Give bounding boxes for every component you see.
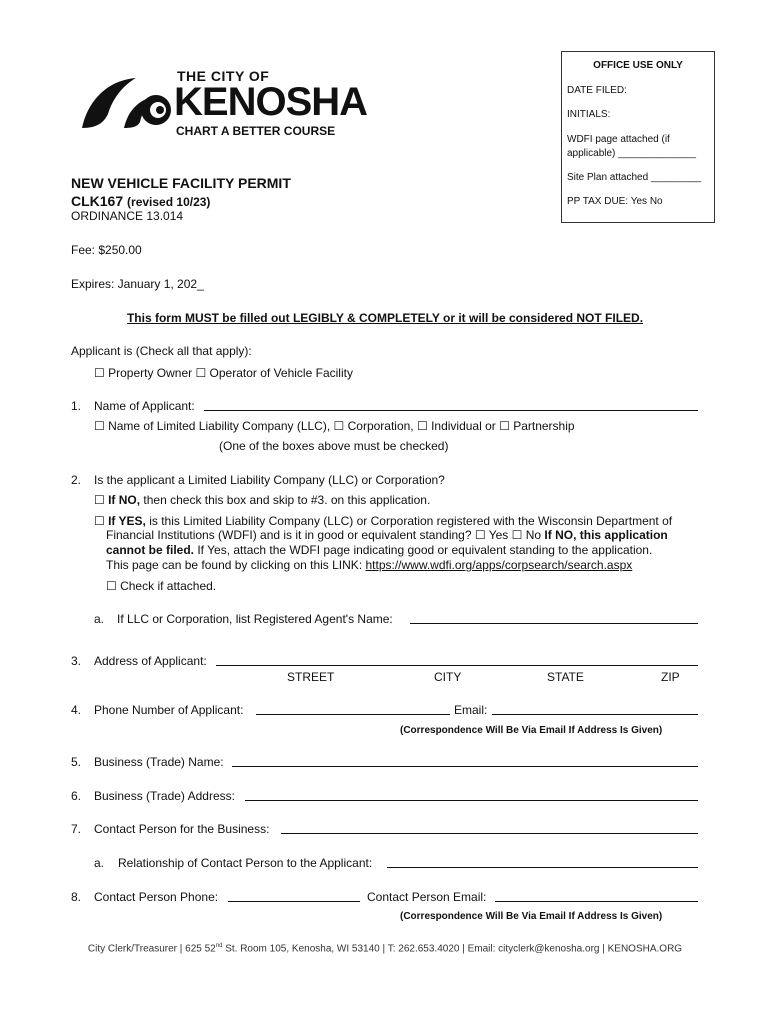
logo-line-1: THE CITY OF: [177, 68, 270, 84]
check-if-attached[interactable]: ☐ Check if attached.: [106, 579, 217, 593]
q1-note: (One of the boxes above must be checked): [219, 439, 449, 453]
expires: Expires: January 1, 202_: [71, 277, 204, 291]
q2-yes-line2-a: Financial Institutions (WDFI) and is it in good or equivalent standing? ☐ Yes ☐ No: [106, 528, 545, 542]
q6-label: Business (Trade) Address:: [94, 789, 235, 803]
q8-label: Contact Person Phone:: [94, 890, 219, 904]
wave-emblem-icon: [78, 70, 174, 134]
site-plan-label: Site Plan attached _________: [567, 172, 701, 183]
q2-yes-bold: If YES,: [108, 514, 146, 528]
q2-yes-option[interactable]: [94, 514, 672, 529]
city-caption: CITY: [434, 670, 462, 684]
fee: Fee: $250.00: [71, 243, 142, 257]
applicant-type-options[interactable]: ☐ Property Owner ☐ Operator of Vehicle Facility: [94, 366, 353, 380]
q2-yes-line2-b: If NO, this application: [544, 528, 668, 542]
email-field[interactable]: [492, 702, 698, 715]
q7a-label: Relationship of Contact Person to the Applicant:: [118, 856, 373, 870]
applicant-name-field[interactable]: [204, 398, 698, 411]
business-address-field[interactable]: [245, 788, 698, 801]
wdfi-label-1: WDFI page attached (if: [567, 134, 670, 145]
q2-no-box: ☐: [94, 493, 109, 507]
q7-label: Contact Person for the Business:: [94, 822, 270, 836]
form-title: NEW VEHICLE FACILITY PERMIT: [71, 175, 291, 191]
form-revision: (revised 10/23): [127, 195, 211, 209]
q2-yes-rest: is this Limited Liability Company (LLC) or Corporation registered with the Wisconsin Department of: [145, 514, 673, 528]
footer-contact: [0, 943, 770, 954]
state-caption: STATE: [547, 670, 584, 684]
q8-number: 8.: [71, 890, 82, 904]
q2-yes-box: ☐: [94, 514, 109, 528]
footer-part-1: City Clerk/Treasurer | 625 52: [87, 943, 216, 955]
contact-phone-field[interactable]: [228, 889, 360, 902]
wdfi-label-2: applicable) ______________: [567, 148, 697, 159]
business-name-field[interactable]: [232, 754, 698, 767]
q5-label: Business (Trade) Name:: [94, 755, 224, 769]
q8-email-note: (Correspondence Will Be Via Email If Address Is Given): [400, 911, 663, 922]
q2-yes-line4: [106, 558, 632, 573]
q7-number: 7.: [71, 822, 82, 836]
zip-caption: ZIP: [661, 670, 680, 684]
q4-email-note: (Correspondence Will Be Via Email If Address Is Given): [400, 725, 663, 736]
contact-email-field[interactable]: [495, 889, 698, 902]
form-code: [71, 193, 210, 209]
q4-label: Phone Number of Applicant:: [94, 703, 244, 717]
q1-options[interactable]: ☐ Name of Limited Liability Company (LLC), ☐ Corporation, ☐ Individual or ☐ Partnership: [94, 419, 575, 433]
q1-number: 1.: [71, 399, 82, 413]
q4-number: 4.: [71, 703, 82, 717]
q2-no-bold: If NO,: [108, 493, 141, 507]
filing-notice: This form MUST be filled out LEGIBLY & COMPLETELY or it will be considered NOT FILED.: [126, 311, 644, 325]
wdfi-link[interactable]: https://www.wdfi.org/apps/corpsearch/search.aspx: [365, 558, 633, 572]
q2-yes-line3: [106, 543, 652, 558]
q2-link-intro: This page can be found by clicking on this LINK:: [106, 558, 366, 572]
initials-label: INITIALS:: [567, 109, 611, 120]
street-caption: STREET: [287, 670, 335, 684]
q2a-label: If LLC or Corporation, list Registered Agent's Name:: [117, 612, 393, 626]
date-filed-label: DATE FILED:: [567, 85, 627, 96]
q2-yes-line2: [106, 528, 668, 543]
address-field[interactable]: [216, 653, 698, 666]
ordinance: ORDINANCE 13.014: [71, 209, 184, 223]
q6-number: 6.: [71, 789, 82, 803]
logo-tagline: CHART A BETTER COURSE: [176, 124, 336, 138]
form-code-text: CLK167: [71, 193, 124, 209]
q5-number: 5.: [71, 755, 82, 769]
q2-number: 2.: [71, 473, 82, 487]
q7a-letter: a.: [94, 856, 105, 870]
office-use-box: [561, 51, 715, 223]
relationship-field[interactable]: [387, 855, 698, 868]
q3-number: 3.: [71, 654, 82, 668]
q2-label: Is the applicant a Limited Liability Company (LLC) or Corporation?: [94, 473, 445, 487]
footer-sup: nd: [215, 943, 223, 949]
q2a-letter: a.: [94, 612, 105, 626]
applicant-type-label: Applicant is (Check all that apply):: [71, 344, 252, 358]
pp-tax-label: PP TAX DUE: Yes No: [567, 196, 663, 207]
office-title: OFFICE USE ONLY: [593, 60, 683, 71]
city-logo: [78, 66, 368, 140]
contact-person-field[interactable]: [281, 821, 698, 834]
q8-email-label: Contact Person Email:: [367, 890, 487, 904]
q4-email-label: Email:: [454, 703, 488, 717]
q2-yes-line3-b: If Yes, attach the WDFI page indicating good or equivalent standing to the application.: [194, 543, 653, 557]
registered-agent-field[interactable]: [410, 611, 698, 624]
q3-label: Address of Applicant:: [94, 654, 207, 668]
footer-part-2: St. Room 105, Kenosha, WI 53140 | T: 262.653.4020 | Email: cityclerk@kenosha.org | KENOSHA.ORG: [222, 943, 683, 955]
q2-yes-line3-a: cannot be filed.: [106, 543, 195, 557]
logo-line-2: KENOSHA: [174, 80, 368, 124]
phone-field[interactable]: [256, 702, 450, 715]
q1-label: Name of Applicant:: [94, 399, 195, 413]
q2-no-option[interactable]: [94, 493, 430, 508]
q2-no-rest: then check this box and skip to #3. on this application.: [140, 493, 431, 507]
